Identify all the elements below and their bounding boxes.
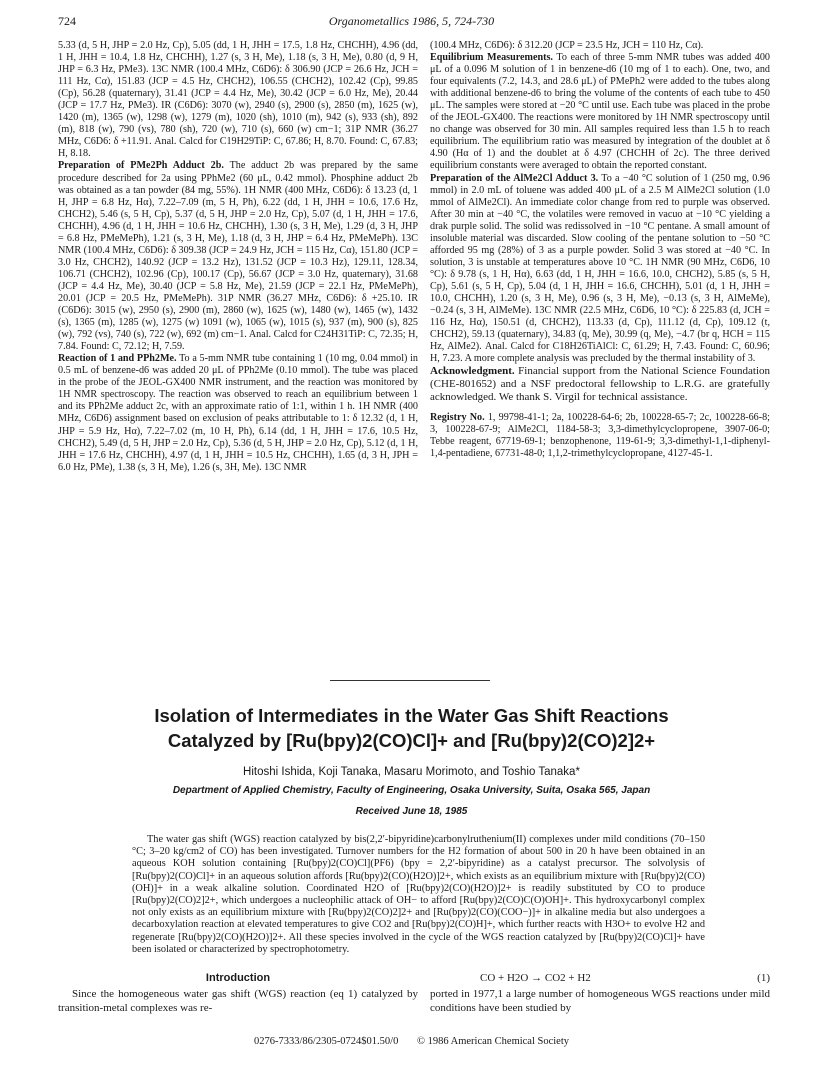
text-almecl: To a −40 °C solution of 1 (250 mg, 0.96 mmol) in 2.0 mL of toluene was added 400 μL of a 2.5 M AlMe2Cl solution (1.0 mmol of AlMe2Cl). An immediate color change from red to purple was observed. After 30 min at −40 °C, the volatiles were removed in vacuo at −10 °C yielding a drak purple solid. The solid was redissolved in −10 °C pentane. A small amount of insoluble material was discarded. Slow cooling of the pentane solution to −50 °C afforded 95 mg (28%) of 3 as a purple powder. Solid 3 was stored at −40 °C. In solution, 3 is unstable at temperatures above 10 °C. 1H NMR (90 MHz, C6D6, 10 °C): δ 9.78 (s, 1 H, Hα), 6.63 (dd, 1 H, JHH = 16.6, 10.0, CHCH2), 5.85 (s, 5 H, Cp), 5.61 (s, 5 H, Cp), 5.04 (d, 1 H, JHH = 16.6, CHCHH), 5.01 (d, 1 H, JHH = 10.0, CHCHH), 1.20 (s, 3 H, Me), 0.96 (s, 3 H, Me), −0.13 (s, 3 H, AlMeMe), −0.24 (s, 3 H, AlMeMe). 13C NMR (22.5 MHz, C6D6, 10 °C): δ 225.83 (d, JCH = 116 Hz, Hα), 150.51 (d, CHCH2), 113.33 (d, Cp), 111.12 (d, Cp), 109.12 (t, CHCH2), 59.13 (quaternary), 34.83 (q, Me), 30.99 (q, Me), −4.7 (br q, HCH = 115 Hz, AlMe2). Anal. Calcd for C18H26TiAlCl: C, 61.29; H, 7.43. Found: C, 60.96; H, 7.23. A more complete analysis was precluded by the thermal instability of 3. (430, 172, 770, 365)
page-number: 724 (58, 14, 76, 28)
affiliation: Department of Applied Chemistry, Faculty of Engineering, Osaka University, Suita, Osaka 565, Japan (172, 785, 651, 796)
article-title-line-2: Catalyzed by [Ru(bpy)2(CO)Cl]+ and [Ru(bpy)2(CO)2]2+ (167, 730, 656, 751)
acknowledgment-text: Financial support from the National Science Foundation (CHE-801652) and a NSF predoctoral fellowship to L.R.G. are gratefully acknowledged. We thank S. Virgil for technical assistance. (430, 365, 771, 404)
paragraph-almecl (430, 173, 770, 366)
registry-numbers (430, 412, 770, 460)
heading-2c: Reaction of 1 and PPh2Me. (58, 353, 177, 365)
paragraph-2a-data: 5.33 (d, 5 H, JHP = 2.0 Hz, Cp), 5.05 (dd, 1 H, JHH = 17.5, 1.8 Hz, CHCHH), 4.96 (dd, 1 H, JHH = 10.4, 1.8 Hz, CHCHH), 1.27 (s, 3 H, Me), 1.18 (s, 3 H, Me), 0.80 (d, 9 H, JHP = 6.3 Hz, PMe3). 13C NMR (100.4 MHz, C6D6): δ 306.90 (JCP = 26.6 Hz, JCH = 111 Hz, Cα), 151.83 (JCP = 4.5 Hz, CHCH2), 106.55 (CHCH2), 102.42 (Cp), 99.85 (Cp), 56.28 (quaternary), 31.41 (JCP = 4.4 Hz, Me), 30.42 (JCP = 6.0 Hz, Me), 20.44 (JCP = 17.7 Hz, PMe3). IR (C6D6): 3070 (w), 2940 (s), 2900 (s), 2850 (m), 1625 (w), 1420 (m), 1365 (w), 1298 (w), 1279 (m), 1020 (sh), 1010 (m), 942 (s), 933 (sh), 892 (m), 818 (w), 790 (vs), 780 (sh), 720 (w), 710 (s), 660 (w) cm−1; 31P NMR (36.27 MHz, C6D6: δ +11.91. Anal. Calcd for C19H29TiP: C, 67.86; H, 8.70. Found: C, 67.83; H, 8.18. (58, 40, 418, 160)
section-divider (330, 680, 490, 681)
article-title-line-1: Isolation of Intermediates in the Water Gas Shift Reactions (154, 705, 669, 726)
text-2b: The adduct 2b was prepared by the same procedure described for 2a using PPhMe2 (60 μL, 0.42 mmol). Phosphine adduct 2b was obtained as a tan powder (84 mg, 55%). 1H NMR (400 MHz, C6D6): δ 13.23 (d, 1 H, JHP = 6.8 Hz, Hα), 7.22–7.09 (m, 5 H, Ph), 6.22 (dd, 1 H, JHH = 10.6, 17.6 Hz, CHCH2), 5.46 (s, 5 H, Cp), 5.37 (d, 5 H, JHP = 2.0 Hz, Cp), 5.07 (d, 1 H, JHH = 17.6, CHCHH), 4.96 (d, 1 H, JHH = 10.6 Hz, CHCHH), 1.30 (s, 3 H, Me), 1.29 (d, 3 H, JHP = 6.8 Hz, PMeMePh), 1.21 (s, 3 H, Me), 1.18 (d, 3 H, JHP = 6.4 Hz, PMeMePh). 13C NMR (100.4 MHz, C6D6): δ 309.38 (JCP = 24.9 Hz, JCH = 115 Hz, Cα), 151.80 (JCP = 3.0 Hz, CHCH2), 140.92 (JCP = 13.2 Hz), 131.52 (JCP = 10.3 Hz), 129.11, 128.34, 106.71 (CHCH2), 102.96 (Cp), 100.17 (Cp), 56.67 (JCP = 3.0 Hz, quaternary), 31.68 (JCP = 4.4 Hz, Me), 30.40 (JCP = 5.8 Hz, Me), 21.59 (JCP = 22.1 Hz, PMeMePh), 20.01 (JCP = 20.5 Hz, PMeMePh). 31P NMR (36.27 MHz, C6D6): δ +25.10. IR (C6D6): 3015 (w), 2950 (s), 2900 (m), 2860 (w), 1625 (w), 1480 (w), 1465 (w), 1432 (s), 1365 (m), 1285 (w), 1275 (w) 1091 (w), 1065 (w), 1015 (s), 937 (m), 900 (s), 825 (w), 792 (vs), 740 (s), 722 (w), 692 (m) cm−1. Anal. Calcd for C24H31TiP: C, 72.35; H, 7.84. Found: C, 72.12; H, 7.59. (58, 160, 419, 353)
acknowledgment-heading: Acknowledgment. (430, 365, 515, 378)
copyright: © 1986 American Chemical Society (416, 1036, 570, 1047)
registry-text: 1, 99798-41-1; 2a, 100228-64-6; 2b, 100228-65-7; 2c, 100228-66-8; 3, 100228-67-9; AlMe2Cl, 1184-58-3; 3,3-dimethylcyclopropene, 3907-06-0; Tebbe reagent, 67719-69-1; benzophenone, 119-61-9; 3,3-dimethyl-1,1-diphenyl-1,4-pentadiene, 67731-48-0; 1,1,2-trimethylcyclopropane, 4127-45-1. (430, 412, 770, 460)
received-date: Received June 18, 1985 (355, 806, 468, 817)
heading-equilibrium: Equilibrium Measurements. (430, 52, 553, 64)
paragraph-equilibrium (430, 52, 770, 172)
acknowledgment (430, 365, 770, 404)
equation-number: (1) (757, 972, 770, 984)
abstract: The water gas shift (WGS) reaction catalyzed by bis(2,2′-bipyridine)carbonylruthenium(II) complexes under mild conditions (70–150 °C; 3–20 kg/cm2 of CO) has been investigated. Turnover numbers for the H2 formation of about 500 in 20 h have been obtained in an aqueous KOH solution containing [Ru(bpy)2(CO)Cl](PF6) (bpy = 2,2′-bipyridine) as a catalyst precursor. The solvolysis of [Ru(bpy)2(CO)Cl]+ in an aqueous solution affords [Ru(bpy)2(CO)(H2O)]2+, which exists as an equilibrium mixture with [Ru(bpy)2(CO)(OH)]+ in a weak alkaline solution. Coordinated H2O of [Ru(bpy)2(CO)(H2O)]2+ is readily substituted by CO to produce [Ru(bpy)2(CO)2]2+, which undergoes a nucleophilic attack of OH− to afford [Ru(bpy)2(CO)C(O)OH]+. This hydroxycarbonyl complex not only exists as an equilibrium mixture with [Ru(bpy)2(CO)2]2+ and [Ru(bpy)2(CO)(COO−)]+ in alkaline media but also undergoes a decarboxylation reaction at elevated temperatures to give CO2 and [Ru(bpy)2(CO)H]+, which further reacts with H3O+ to evolve H2 and regenerate [Ru(bpy)2(CO)(H2O)]2+. All these species involved in the cycle of the WGS reaction catalyzed by [Ru(bpy)2(CO)Cl]+ have been isolated or characterized by spectrophotometry. (132, 834, 705, 955)
text-equilibrium: To each of three 5-mm NMR tubes was added 400 μL of a 0.096 M solution of 1 in benzene-d6 (10 mg of 1 to each). One, two, and four equivalents (7.2, 14.3, and 28.6 μL) of PMePh2 were added to the tubes along with additional benzene-d6 to bring the volume of the contents of each tube to 450 μL. The samples were stored at −20 °C until use. Each tube was placed in the probe of the JEOL-GX400. The reactions were monitored by 1H NMR spectroscopy until no change was observed for 30 min. All samples required less than 1.5 h to reach equilibrium. The equilibrium ratio was measured by integration of the doublet at δ 4.90 (Hα of 1) and the doublet at δ 4.97 (CHCHH of 2c). The three derived equilibrium constants were averaged to obtain the reported constant. (430, 52, 770, 172)
article-code: 0276-7333/86/2305-0724$01.50/0 (253, 1036, 399, 1047)
introduction-text-right: ported in 1977,1 a large number of homogeneous WGS reactions under mild conditions have been studied by (430, 988, 770, 1014)
text-2c: To a 5-mm NMR tube containing 1 (10 mg, 0.04 mmol) in 0.5 mL of benzene-d6 was added 20 μL of PPh2Me (0.10 mmol). The tube was placed in the probe of the JEOL-GX400 NMR instrument, and the reaction was monitored by 1H NMR spectroscopy. The reaction was observed to reach an equilibrium between 1 and its PPh2Me adduct 2c, with an approximate ratio of 1:1, within 1 h. 1H NMR (400 MHz, C6D6) assignment based on exclusion of peaks attributable to 1: δ 12.32 (d, 1 H, JHP = 5.9 Hz, Hα), 7.22–7.02 (m, 10 H, Ph), 6.14 (dd, 1 H, JHH = 17.6, 10.5 Hz, CHCH2), 5.49 (d, 5 H, JHP = 2.0 Hz, Cp), 5.36 (d, 5 H, JHP = 2.0 Hz, Cp), 5.12 (d, 1 H, JHH = 17.6 Hz, CHCHH), 4.97 (d, 1 H, JHH = 10.5 Hz, CHCHH), 1.65 (d, 3 H, JPH = 6.0 Hz, PMe), 1.38 (s, 3 H, Me), 1.26 (s, 3H, Me). 13C NMR (58, 353, 418, 473)
heading-almecl: Preparation of the AlMe2Cl Adduct 3. (430, 172, 599, 184)
running-header: Organometallics 1986, 5, 724-730 (328, 14, 495, 28)
introduction-text-left: Since the homogeneous water gas shift (WGS) reaction (eq 1) catalyzed by transition-metal complexes was re- (58, 988, 418, 1014)
introduction-heading: Introduction (205, 972, 271, 984)
paragraph-carbon-nmr: (100.4 MHz, C6D6): δ 312.20 (JCP = 23.5 Hz, JCH = 110 Hz, Cα). (430, 40, 704, 51)
authors: Hitoshi Ishida, Koji Tanaka, Masaru Morimoto, and Toshio Tanaka* (243, 766, 580, 778)
heading-2b: Preparation of PMe2Ph Adduct 2b. (58, 160, 224, 172)
registry-heading: Registry No. (430, 412, 485, 424)
paragraph-2b (58, 160, 418, 353)
left-column (58, 40, 418, 474)
right-column (430, 40, 770, 460)
equation-body: CO + H2O → CO2 + H2 (480, 972, 591, 984)
paragraph-2c (58, 353, 418, 473)
page-footer (0, 1036, 823, 1047)
